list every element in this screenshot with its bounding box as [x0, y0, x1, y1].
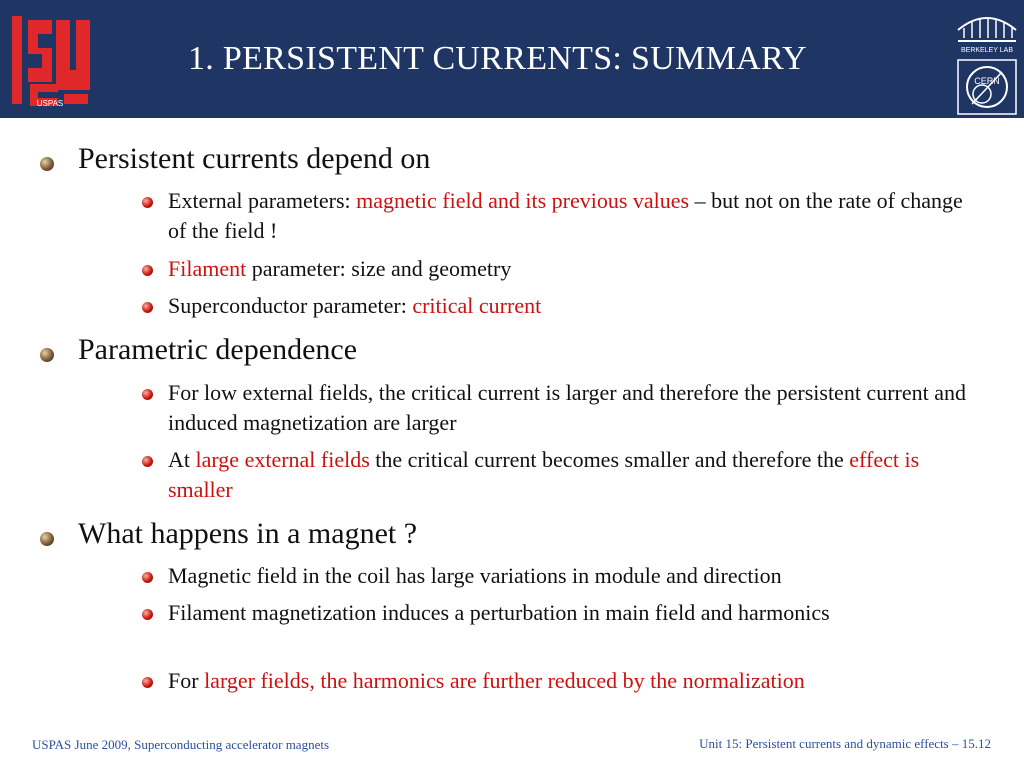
sub-bullet-icon	[142, 197, 153, 208]
footer-unit: Unit 15: Persistent currents and dynamic effects – 15.12	[699, 736, 991, 751]
sub-bullet-icon	[142, 456, 153, 467]
bullet-icon	[40, 348, 54, 362]
sub-bullet-icon	[142, 389, 153, 400]
slide-header	[0, 0, 1024, 118]
sub-bullet-item: Magnetic field in the coil has large variations in module and direction	[168, 563, 782, 588]
uspas-logo-text: USPAS	[36, 99, 64, 108]
sub-bullet-item: Filament magnetization induces a perturbation in main field and harmonics	[168, 600, 830, 625]
uspas-logo	[8, 10, 92, 108]
sub-bullet-item: For low external fields, the critical current is larger and therefore the persistent current and induced magnetization are larger	[168, 380, 966, 435]
sub-bullet-icon	[142, 677, 153, 688]
sub-bullet-item: For larger fields, the harmonics are further reduced by the normalization	[168, 668, 805, 693]
bullet-icon	[40, 532, 54, 546]
cern-text: CERN	[974, 76, 1000, 86]
bullet-heading: Parametric dependence	[78, 333, 358, 366]
sub-bullet-item: Filament parameter: size and geometry	[168, 256, 512, 281]
berkeley-lab-text: BERKELEY LAB	[960, 47, 1014, 54]
cern-logo	[958, 60, 1016, 114]
footer-course: USPAS June 2009, Superconducting accelerator magnets	[32, 737, 330, 752]
bullet-heading: What happens in a magnet ?	[78, 517, 418, 550]
sub-bullet-item: External parameters: magnetic field and its previous values – but not on the rate of change of the field !	[168, 188, 963, 243]
page-title: 1. PERSISTENT CURRENTS: SUMMARY	[188, 40, 807, 77]
sub-bullet-icon	[142, 609, 153, 620]
sub-bullet-icon	[142, 302, 153, 313]
sub-bullet-item: Superconductor parameter: critical current	[168, 293, 542, 318]
lab-logos	[952, 4, 1022, 116]
berkeley-lab-logo	[958, 18, 1016, 54]
sub-bullet-icon	[142, 572, 153, 583]
sub-bullet-item: At large external fields the critical current becomes smaller and therefore the effect is smaller	[168, 447, 920, 502]
bullet-heading: Persistent currents depend on	[78, 142, 431, 175]
sub-bullet-icon	[142, 265, 153, 276]
bullet-icon	[40, 157, 54, 171]
